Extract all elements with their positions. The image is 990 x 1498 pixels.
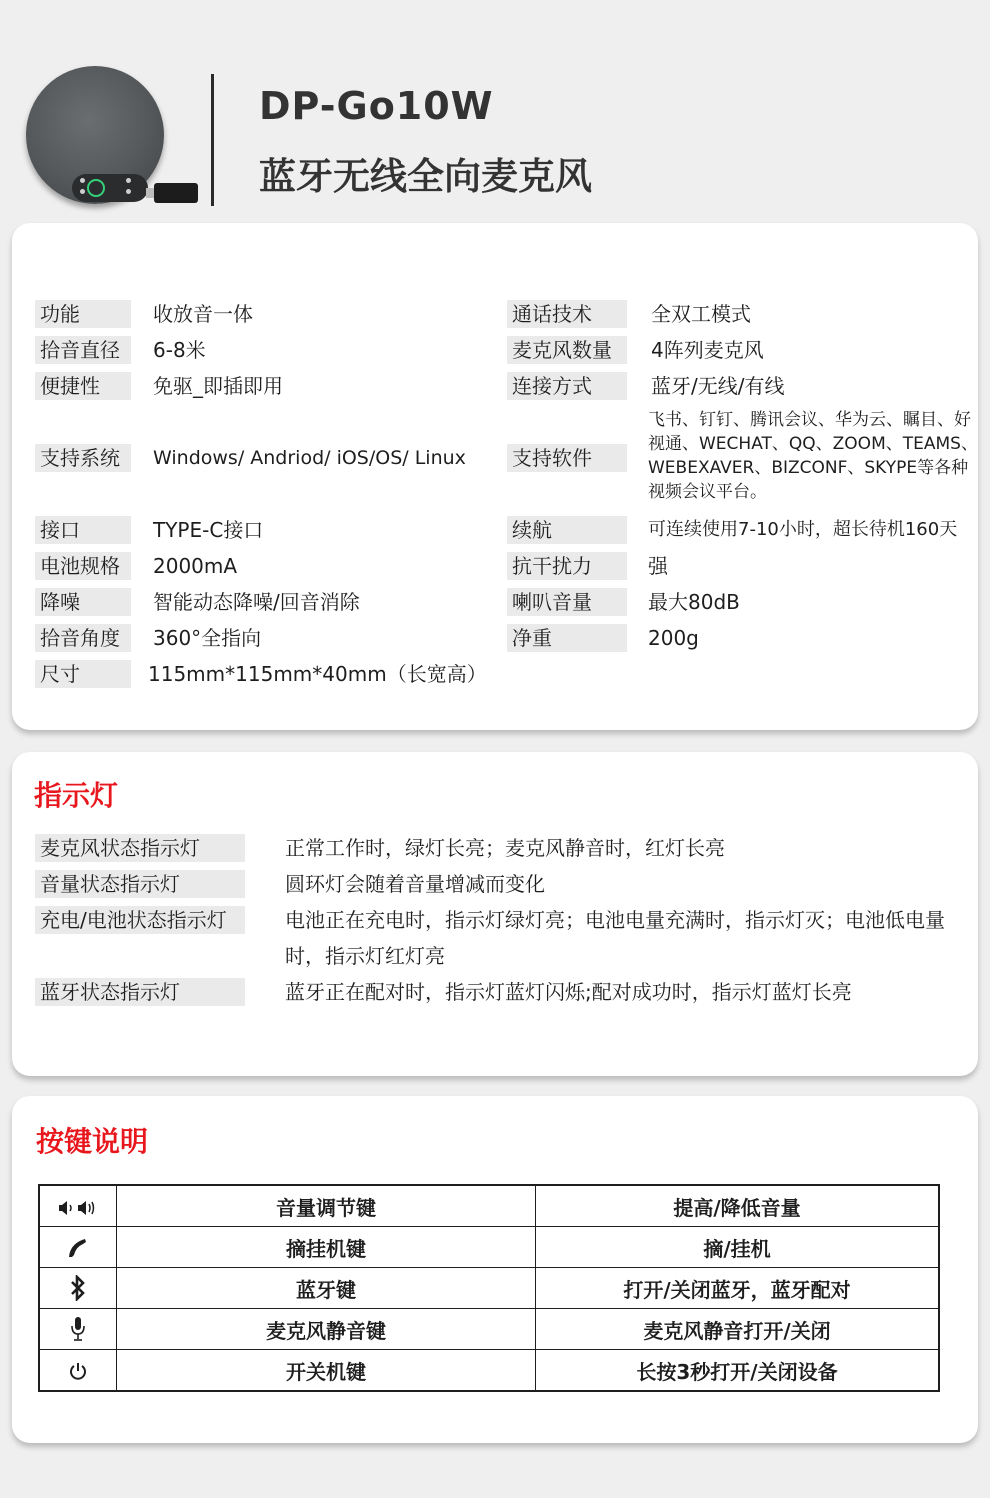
key-name: 开关机键 [117, 1350, 536, 1392]
table-row [39, 1185, 939, 1227]
product-subtitle: 蓝牙无线全向麦克风 [259, 155, 592, 198]
spec-label: 支持软件 [507, 444, 627, 472]
key-name: 麦克风静音键 [117, 1309, 536, 1350]
spec-label: 净重 [507, 624, 627, 652]
indicator-desc: 圆环灯会随着音量增减而变化 [285, 872, 545, 896]
spec-label: 支持系统 [35, 444, 131, 472]
model-name: DP-Go10W [259, 84, 494, 128]
spec-value: 收放音一体 [153, 302, 253, 326]
spec-value: 200g [648, 626, 699, 650]
spec-label: 续航 [507, 516, 627, 544]
key-name: 音量调节键 [117, 1185, 536, 1227]
table-row [39, 1227, 939, 1268]
spec-value-software: 飞书、钉钉、腾讯会议、华为云、瞩目、好视通、WECHAT、QQ、ZOOM、TEAMS、WEBEXAVER、BIZCONF、SKYPE等各种视频会议平台。 [648, 410, 978, 502]
center-ring-icon [87, 179, 105, 197]
spec-value: 可连续使用7-10小时，超长待机160天 [648, 519, 958, 540]
key-icon-cell [39, 1350, 117, 1392]
indicator-label: 麦克风状态指示灯 [35, 834, 245, 862]
spec-value: 智能动态降噪/回音消除 [153, 590, 360, 614]
spec-value: Windows/ Andriod/ iOS/OS/ Linux [153, 447, 466, 469]
indicator-label: 音量状态指示灯 [35, 870, 245, 898]
volume-icon [58, 1199, 98, 1217]
bluetooth-icon [69, 1275, 87, 1301]
spec-value: 强 [648, 554, 668, 578]
key-icon-cell [39, 1309, 117, 1350]
spec-label: 便捷性 [35, 372, 131, 400]
spec-label: 电池规格 [35, 552, 131, 580]
key-desc: 提高/降低音量 [536, 1185, 940, 1227]
spec-value: 2000mA [153, 554, 238, 578]
key-desc: 长按3秒打开/关闭设备 [536, 1350, 940, 1392]
panel-dot [126, 178, 131, 183]
spec-label: 喇叭音量 [507, 588, 627, 616]
spec-label: 降噪 [35, 588, 131, 616]
spec-value: 6-8米 [153, 338, 206, 362]
key-icon-cell [39, 1185, 117, 1227]
spec-label: 尺寸 [35, 660, 131, 688]
key-name: 蓝牙键 [117, 1268, 536, 1309]
table-row [39, 1309, 939, 1350]
panel-dot [80, 189, 85, 194]
indicator-label: 充电/电池状态指示灯 [35, 906, 245, 934]
spec-label: 麦克风数量 [507, 336, 627, 364]
power-icon [68, 1360, 88, 1382]
header-divider [211, 74, 214, 206]
key-desc: 摘/挂机 [536, 1227, 940, 1268]
key-icon-cell [39, 1268, 117, 1309]
spec-label: 抗干扰力 [507, 552, 627, 580]
table-row [39, 1350, 939, 1392]
phone-icon [66, 1237, 90, 1259]
key-table [38, 1184, 940, 1392]
microphone-icon [69, 1315, 87, 1343]
indicator-desc: 正常工作时，绿灯长亮；麦克风静音时，红灯长亮 [285, 836, 725, 860]
key-name: 摘挂机键 [117, 1227, 536, 1268]
panel-dot [80, 178, 85, 183]
spec-label: 连接方式 [507, 372, 627, 400]
spec-label: 拾音直径 [35, 336, 131, 364]
key-desc: 打开/关闭蓝牙，蓝牙配对 [536, 1268, 940, 1309]
spec-label: 通话技术 [507, 300, 627, 328]
header [0, 0, 990, 222]
spec-label: 拾音角度 [35, 624, 131, 652]
indicator-label: 蓝牙状态指示灯 [35, 978, 245, 1006]
spec-value: 4阵列麦克风 [651, 338, 764, 362]
spec-label: 功能 [35, 300, 131, 328]
indicator-section-title: 指示灯 [34, 779, 119, 812]
indicator-desc: 电池正在充电时，指示灯绿灯亮；电池电量充满时，指示灯灭；电池低电量时，指示灯红灯亮 [285, 908, 945, 968]
panel-dot [126, 189, 131, 194]
table-row [39, 1268, 939, 1309]
key-desc: 麦克风静音打开/关闭 [536, 1309, 940, 1350]
usb-dongle [154, 183, 198, 203]
keys-section-title: 按键说明 [36, 1125, 149, 1158]
spec-value: 蓝牙/无线/有线 [651, 374, 785, 398]
indicator-desc: 蓝牙正在配对时，指示灯蓝灯闪烁;配对成功时，指示灯蓝灯长亮 [285, 980, 852, 1004]
spec-value: 全双工模式 [651, 302, 751, 326]
spec-label: 接口 [35, 516, 131, 544]
spec-value: 360°全指向 [153, 626, 262, 650]
spec-value: 最大80dB [648, 590, 740, 614]
product-image [26, 66, 166, 206]
key-icon-cell [39, 1227, 117, 1268]
spec-value: TYPE-C接口 [153, 518, 264, 542]
spec-value: 115mm*115mm*40mm（长宽高） [148, 662, 487, 686]
spec-value: 免驱_即插即用 [153, 374, 283, 398]
